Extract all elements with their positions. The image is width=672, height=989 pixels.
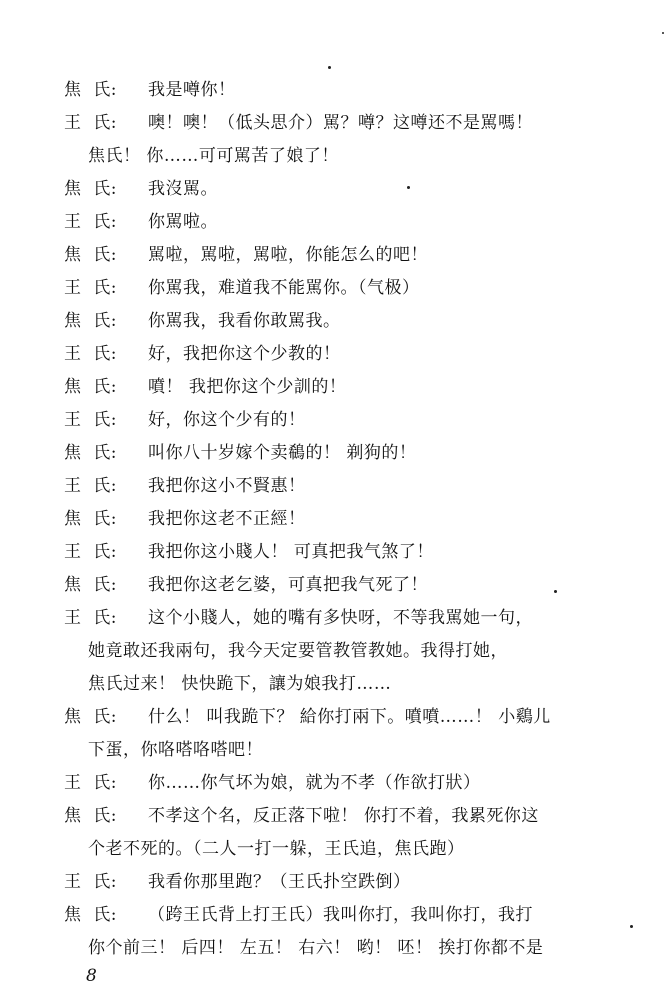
dialogue-text: 我沒駡。 bbox=[148, 179, 218, 199]
dialogue-text: 駡啦，駡啦，駡啦，你能怎么的吧！ bbox=[148, 245, 428, 265]
dialogue-line bbox=[64, 899, 644, 932]
dialogue-line bbox=[64, 107, 644, 140]
dialogue-text: （跨王氏背上打王氏）我叫你打，我叫你打，我打 bbox=[148, 905, 533, 925]
speaker-label: 焦 氏: bbox=[64, 707, 118, 727]
dialogue-continuation-text: 个老不死的。（二人一打一躲，王氏追，焦氏跑） bbox=[88, 839, 465, 859]
dialogue-text: 叫你八十岁嫁个卖鵗的！ 剃狗的！ bbox=[148, 443, 417, 463]
dialogue-text: 什么！ 叫我跪下？ 給你打兩下。噴噴……！ 小鷄儿 bbox=[148, 707, 551, 727]
speaker-label: 焦 氏: bbox=[64, 806, 118, 826]
scan-speck bbox=[407, 186, 410, 189]
dialogue-text: 我是噂你！ bbox=[148, 80, 236, 100]
dialogue-text: 我把你这老乞婆，可真把我气死了！ bbox=[148, 575, 428, 595]
dialogue-continuation-text: 焦氏过来！ 快快跪下，讓为娘我打…… bbox=[88, 674, 392, 694]
speaker-label: 焦 氏: bbox=[64, 905, 118, 925]
dialogue-continuation-line bbox=[64, 668, 644, 701]
dialogue-text: 我把你这小賤人！ 可真把我气煞了！ bbox=[148, 542, 434, 562]
speaker-label: 焦 氏: bbox=[64, 509, 118, 529]
dialogue-line bbox=[64, 272, 644, 305]
speaker-label: 焦 氏: bbox=[64, 245, 118, 265]
dialogue-text: 你駡啦。 bbox=[148, 212, 218, 232]
scan-speck bbox=[554, 590, 557, 593]
dialogue-line bbox=[64, 800, 644, 833]
speaker-label: 焦 氏: bbox=[64, 377, 118, 397]
dialogue-line bbox=[64, 569, 644, 602]
speaker-label: 王 氏: bbox=[64, 344, 118, 364]
dialogue-text: 你駡我，我看你敢駡我。 bbox=[148, 311, 341, 331]
dialogue-text: 你駡我，难道我不能駡你。（气极） bbox=[148, 278, 420, 298]
dialogue-continuation-line bbox=[64, 833, 644, 866]
dialogue-line bbox=[64, 338, 644, 371]
dialogue-text: 好，你这个少有的！ bbox=[148, 410, 306, 430]
scan-speck bbox=[630, 925, 633, 928]
dialogue-line bbox=[64, 305, 644, 338]
dialogue-line bbox=[64, 503, 644, 536]
speaker-label: 焦 氏: bbox=[64, 80, 118, 100]
dialogue-continuation-text: 你个前三！ 后四！ 左五！ 右六！ 哟！ 呸！ 挨打你都不是 bbox=[88, 938, 544, 958]
dialogue-continuation-line bbox=[64, 734, 644, 767]
dialogue-line bbox=[64, 371, 644, 404]
dialogue-body bbox=[64, 74, 644, 965]
dialogue-continuation-line bbox=[64, 932, 644, 965]
dialogue-line bbox=[64, 866, 644, 899]
speaker-label: 王 氏: bbox=[64, 410, 118, 430]
scan-speck bbox=[328, 66, 331, 69]
dialogue-line bbox=[64, 173, 644, 206]
dialogue-text: 我把你这老不正經！ bbox=[148, 509, 306, 529]
speaker-label: 王 氏: bbox=[64, 476, 118, 496]
speaker-label: 王 氏: bbox=[64, 113, 118, 133]
speaker-label: 王 氏: bbox=[64, 872, 118, 892]
dialogue-continuation-text: 焦氏！ 你……可可駡苦了娘了！ bbox=[88, 146, 339, 166]
dialogue-text: 这个小賤人，她的嘴有多快呀，不等我駡她一句， bbox=[148, 608, 533, 628]
speaker-label: 焦 氏: bbox=[64, 575, 118, 595]
speaker-label: 王 氏: bbox=[64, 542, 118, 562]
dialogue-text: 噴！ 我把你这个少訓的！ bbox=[148, 377, 347, 397]
dialogue-text: 我把你这小不賢惠！ bbox=[148, 476, 306, 496]
scan-speck bbox=[662, 32, 664, 34]
dialogue-line bbox=[64, 74, 644, 107]
dialogue-text: 好，我把你这个少教的！ bbox=[148, 344, 341, 364]
dialogue-line bbox=[64, 470, 644, 503]
dialogue-line bbox=[64, 239, 644, 272]
dialogue-text: 我看你那里跑？（王氏扑空跌倒） bbox=[148, 872, 411, 892]
speaker-label: 王 氏: bbox=[64, 212, 118, 232]
dialogue-continuation-text: 下蛋，你咯嗒咯嗒吧！ bbox=[88, 740, 263, 760]
dialogue-text: 噢！噢！（低头思介）駡？噂？这噂还不是駡嗎！ bbox=[148, 113, 533, 133]
speaker-label: 王 氏: bbox=[64, 278, 118, 298]
speaker-label: 焦 氏: bbox=[64, 443, 118, 463]
dialogue-text: 不孝这个名，反正落下啦！ 你打不着，我累死你这 bbox=[148, 806, 539, 826]
speaker-label: 焦 氏: bbox=[64, 311, 118, 331]
dialogue-line bbox=[64, 206, 644, 239]
dialogue-continuation-line bbox=[64, 140, 644, 173]
speaker-label: 王 氏: bbox=[64, 773, 118, 793]
dialogue-line bbox=[64, 767, 644, 800]
dialogue-line bbox=[64, 404, 644, 437]
page-number: 8 bbox=[86, 966, 97, 986]
speaker-label: 王 氏: bbox=[64, 608, 118, 628]
dialogue-text: 你……你气坏为娘，就为不孝（作欲打狀） bbox=[148, 773, 481, 793]
dialogue-line bbox=[64, 602, 644, 635]
dialogue-line bbox=[64, 701, 644, 734]
dialogue-continuation-text: 她竟敢还我兩句，我今天定要管教管教她。我得打她， bbox=[88, 641, 508, 661]
dialogue-line bbox=[64, 437, 644, 470]
speaker-label: 焦 氏: bbox=[64, 179, 118, 199]
dialogue-line bbox=[64, 536, 644, 569]
dialogue-continuation-line bbox=[64, 635, 644, 668]
